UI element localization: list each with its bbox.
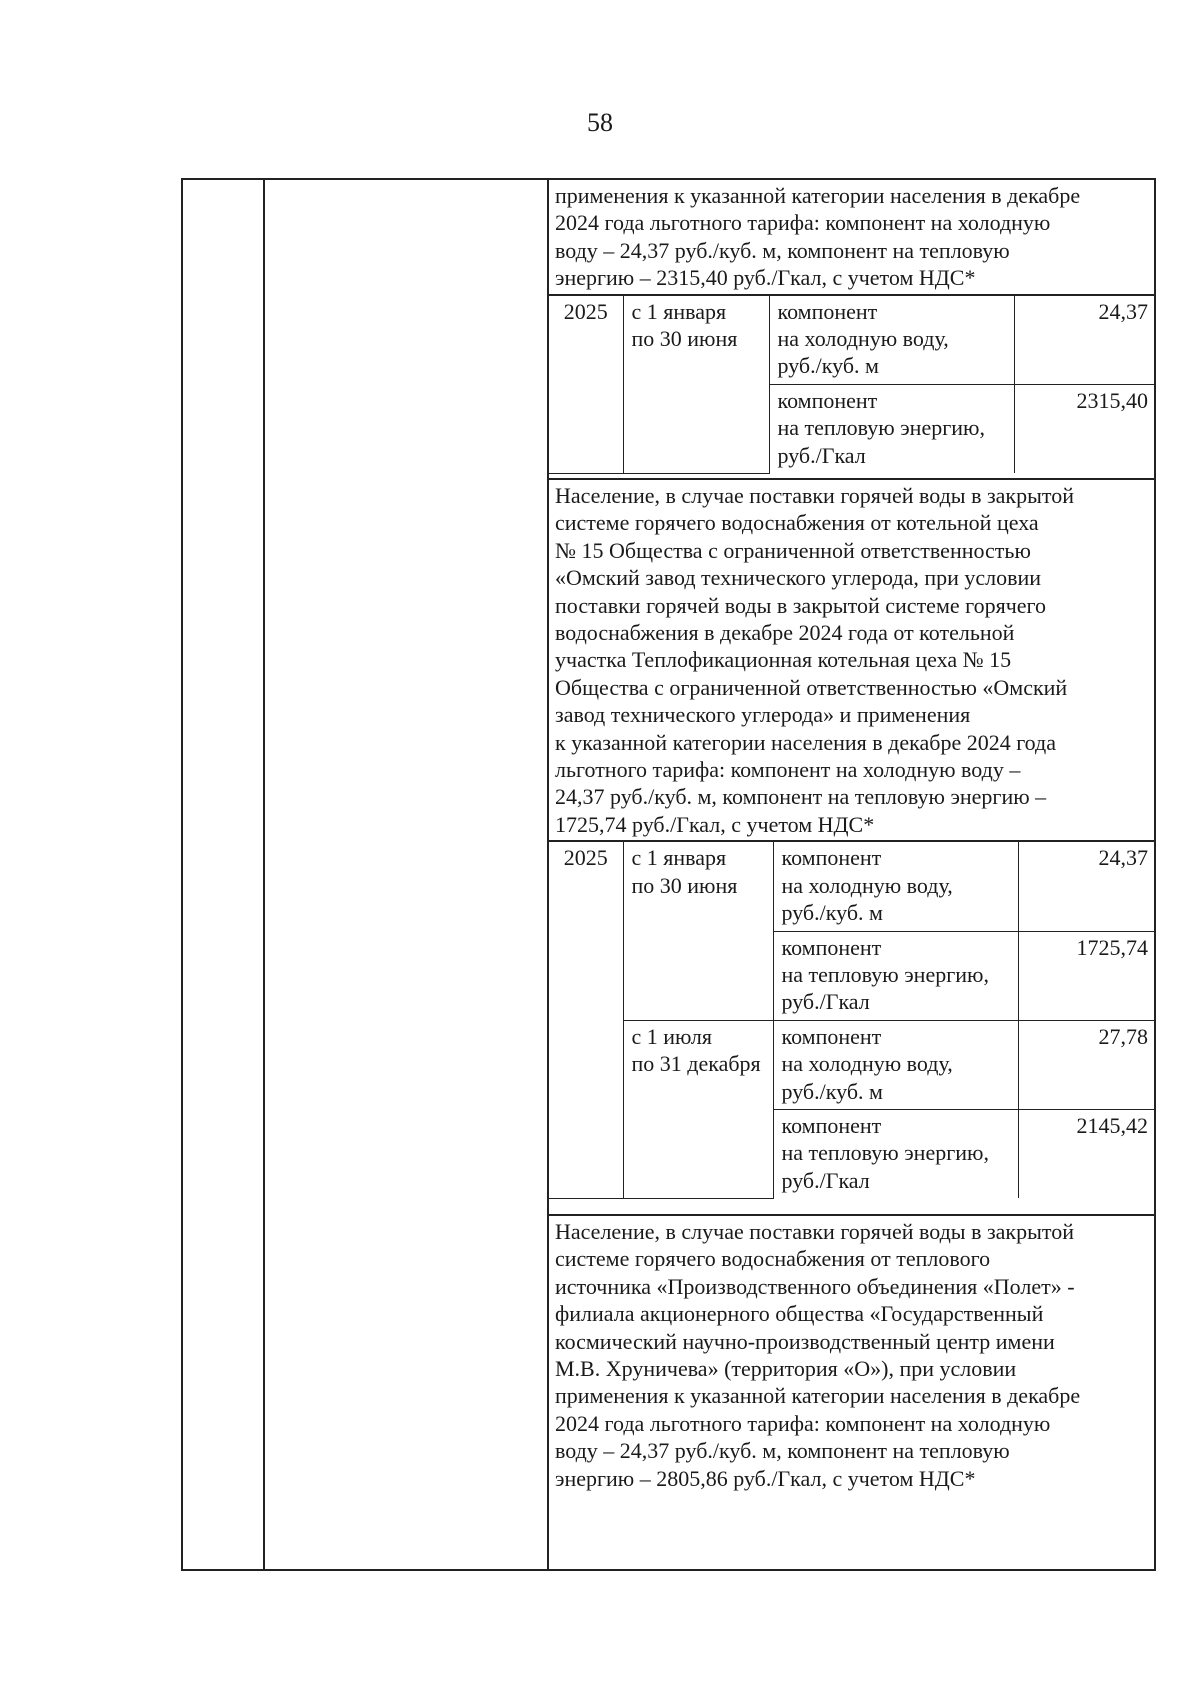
value-cell: 27,78	[1018, 1020, 1154, 1109]
tariff-row	[547, 841, 1154, 931]
component-cell: компонент на тепловую энергию, руб./Гкал	[769, 384, 1014, 473]
period-cell: с 1 января по 30 июня	[623, 295, 769, 473]
value-cell: 1725,74	[1018, 931, 1154, 1020]
component-cell: компонент на холодную воду, руб./куб. м	[769, 295, 1014, 385]
value-cell: 2315,40	[1014, 384, 1154, 473]
section-3-description: Население, в случае поставки горячей воды в закрытой системе горячего водоснабжения от теплового источника «Производственного объединения «Полет» - филиала акционерного общества «Государственный космический научно-производственный центр имени М.В. Хруничева» (территория «О»), при условии применения к указанной категории населения в декабре 2024 года льготного тарифа: компонент на холодную воду – 24,37 руб./куб. м, компонент на тепловую энергию – 2805,86 руб./Гкал, с учетом НДС*	[555, 1219, 1081, 1491]
section-1-tariffs	[547, 294, 1154, 474]
component-cell: компонент на холодную воду, руб./куб. м	[773, 841, 1018, 931]
section-3	[547, 1216, 1154, 1569]
column-divider-1	[263, 180, 265, 1569]
section-1-description: применения к указанной категории населения в декабре 2024 года льготного тарифа: компонент на холодную воду – 24,37 руб./куб. м, компонент на тепловую энергию – 2315,40 руб./Гкал, с учетом НДС*	[555, 183, 1081, 291]
component-cell: компонент на тепловую энергию, руб./Гкал	[773, 1109, 1018, 1198]
value-cell: 24,37	[1014, 295, 1154, 385]
year-cell: 2025	[547, 841, 623, 1198]
tariff-table	[181, 178, 1156, 1571]
component-cell: компонент на тепловую энергию, руб./Гкал	[773, 931, 1018, 1020]
component-cell: компонент на холодную воду, руб./куб. м	[773, 1020, 1018, 1109]
value-cell: 24,37	[1018, 841, 1154, 931]
tariff-row	[547, 1020, 1154, 1109]
period-cell: с 1 января по 30 июня	[623, 841, 773, 1020]
period-cell: с 1 июля по 31 декабря	[623, 1020, 773, 1198]
section-2-tariffs	[547, 840, 1154, 1198]
tariff-row	[547, 295, 1154, 385]
section-2-description: Население, в случае поставки горячей воды в закрытой системе горячего водоснабжения от котельной цеха № 15 Общества с ограниченной ответственностью «Омский завод технического углерода, при условии поставки горячей воды в закрытой системе горячего водоснабжения в декабре 2024 года от котельной участка Теплофикационная котельная цеха № 15 Общества с ограниченной ответственностью «Омский завод технического углерода» и применения к указанной категории населения в декабре 2024 года льготного тарифа: компонент на холодную воду – 24,37 руб./куб. м, компонент на тепловую энергию – 1725,74 руб./Гкал, с учетом НДС*	[555, 483, 1074, 837]
value-cell: 2145,42	[1018, 1109, 1154, 1198]
year-cell: 2025	[547, 295, 623, 473]
page-number: 58	[587, 108, 613, 137]
section-2	[547, 480, 1154, 1216]
section-1	[547, 180, 1154, 480]
